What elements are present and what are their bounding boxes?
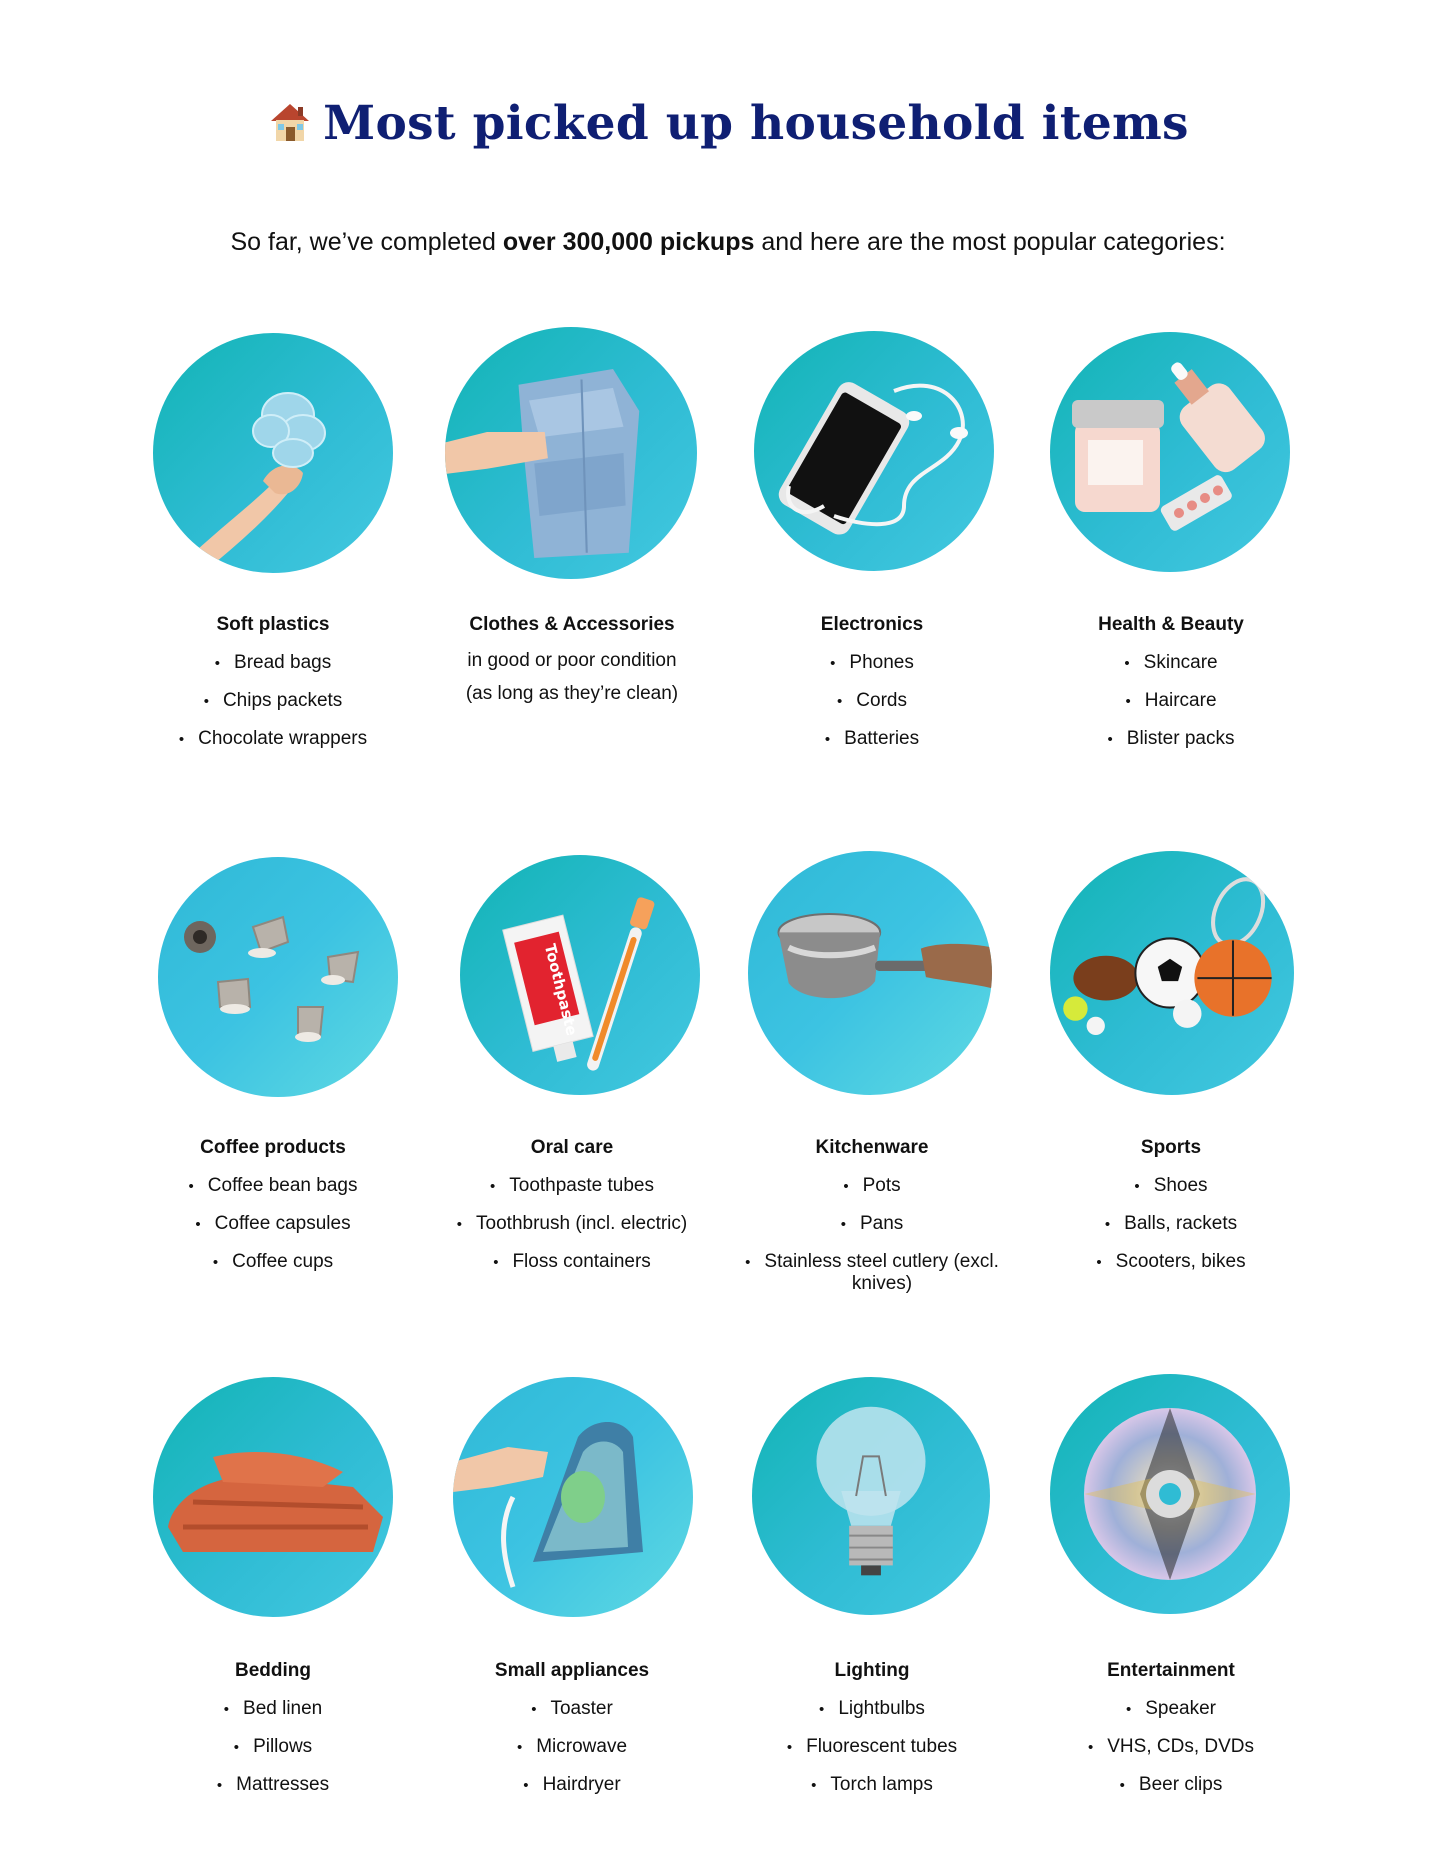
folded-towel-icon (153, 1377, 393, 1617)
list-item: • Skincare (1021, 644, 1321, 682)
list-item: • Batteries (722, 720, 1022, 758)
category-bedding: Bedding • Bed linen • Pillows • Mattresses (123, 1660, 423, 1804)
category-sports: Sports • Shoes • Balls, rackets • Scooters, bikes (1021, 1137, 1321, 1281)
coffee-capsules-icon (158, 857, 398, 1097)
saucepan-icon (748, 851, 992, 1095)
list-item: • Phones (722, 644, 1022, 682)
list-item: • Blister packs (1021, 720, 1321, 758)
category-coffee-products: Coffee products • Coffee bean bags • Coffee capsules • Coffee cups (123, 1137, 423, 1281)
list-item: • Fluorescent tubes (722, 1728, 1022, 1766)
list-item: • Torch lamps (722, 1766, 1022, 1804)
skincare-jars-icon (1050, 332, 1290, 572)
category-electronics: Electronics • Phones • Cords • Batteries (722, 614, 1022, 758)
list-item: • Speaker (1021, 1690, 1321, 1728)
list-item: • Floss containers (422, 1243, 722, 1281)
cd-disc-icon (1050, 1374, 1290, 1614)
list-item: • Hairdryer (422, 1766, 722, 1804)
list-item: • Stainless steel cutlery (excl. (722, 1243, 1022, 1281)
pickup-count: over 300,000 pickups (502, 228, 755, 256)
list-item: • Toothpaste tubes (422, 1167, 722, 1205)
list-item: • Bed linen (123, 1690, 423, 1728)
category-kitchenware: Kitchenware • Pots • Pans • Stainless steel cutlery (excl. knives) (722, 1137, 1022, 1295)
list-item: • Microwave (422, 1728, 722, 1766)
list-item-continued: knives) (851, 1273, 913, 1294)
phone-with-earphones-icon (754, 331, 994, 571)
category-entertainment: Entertainment • Speaker • VHS, CDs, DVDs • Beer clips (1021, 1660, 1321, 1804)
category-small-appliances: Small appliances • Toaster • Microwave • Hairdryer (422, 1660, 722, 1804)
category-clothes-accessories: Clothes & Accessories in good or poor condition (as long as they’re clean) (465, 614, 679, 704)
list-item: • Chips packets (123, 682, 423, 720)
clothes-iron-icon (453, 1377, 693, 1617)
category-oral-care: Oral care • Toothpaste tubes • Toothbrush (incl. electric) • Floss containers (422, 1137, 722, 1281)
list-item: • Haircare (1021, 682, 1321, 720)
toothpaste-toothbrush-icon (460, 855, 700, 1095)
list-item: • Balls, rackets (1021, 1205, 1321, 1243)
list-item: • Mattresses (123, 1766, 423, 1804)
list-item: • Pots (722, 1167, 1022, 1205)
list-item: • Pans (722, 1205, 1022, 1243)
lightbulb-icon (752, 1377, 990, 1615)
list-item: • Beer clips (1021, 1766, 1321, 1804)
list-item: • Coffee capsules (123, 1205, 423, 1243)
category-lighting: Lighting • Lightbulbs • Fluorescent tubes • Torch lamps (722, 1660, 1022, 1804)
list-item: • Toothbrush (incl. electric) (422, 1205, 722, 1243)
toothpaste-label: Toothpaste (540, 942, 581, 1038)
category-health-beauty: Health & Beauty • Skincare • Haircare • Blister packs (1021, 614, 1321, 758)
sports-balls-icon (1050, 851, 1294, 1095)
list-item: • Chocolate wrappers (123, 720, 423, 758)
list-item: • Pillows (123, 1728, 423, 1766)
folded-shirt-icon (445, 327, 697, 579)
list-item: • Bread bags (123, 644, 423, 682)
list-item: • Scooters, bikes (1021, 1243, 1321, 1281)
intro-text: So far, we’ve completed over 300,000 pickups and here are the most popular categories: (230, 228, 1226, 256)
list-item: • Toaster (422, 1690, 722, 1728)
list-item: • Coffee cups (123, 1243, 423, 1281)
list-item: • Cords (722, 682, 1022, 720)
list-item: • VHS, CDs, DVDs (1021, 1728, 1321, 1766)
list-item: • Shoes (1021, 1167, 1321, 1205)
page-title-text: Most picked up household items (323, 96, 1189, 151)
category-soft-plastics: Soft plastics • Bread bags • Chips packets • Chocolate wrappers (123, 614, 423, 758)
list-item: • Coffee bean bags (123, 1167, 423, 1205)
list-item: • Lightbulbs (722, 1690, 1022, 1728)
soft-plastic-bag-icon (153, 333, 393, 573)
